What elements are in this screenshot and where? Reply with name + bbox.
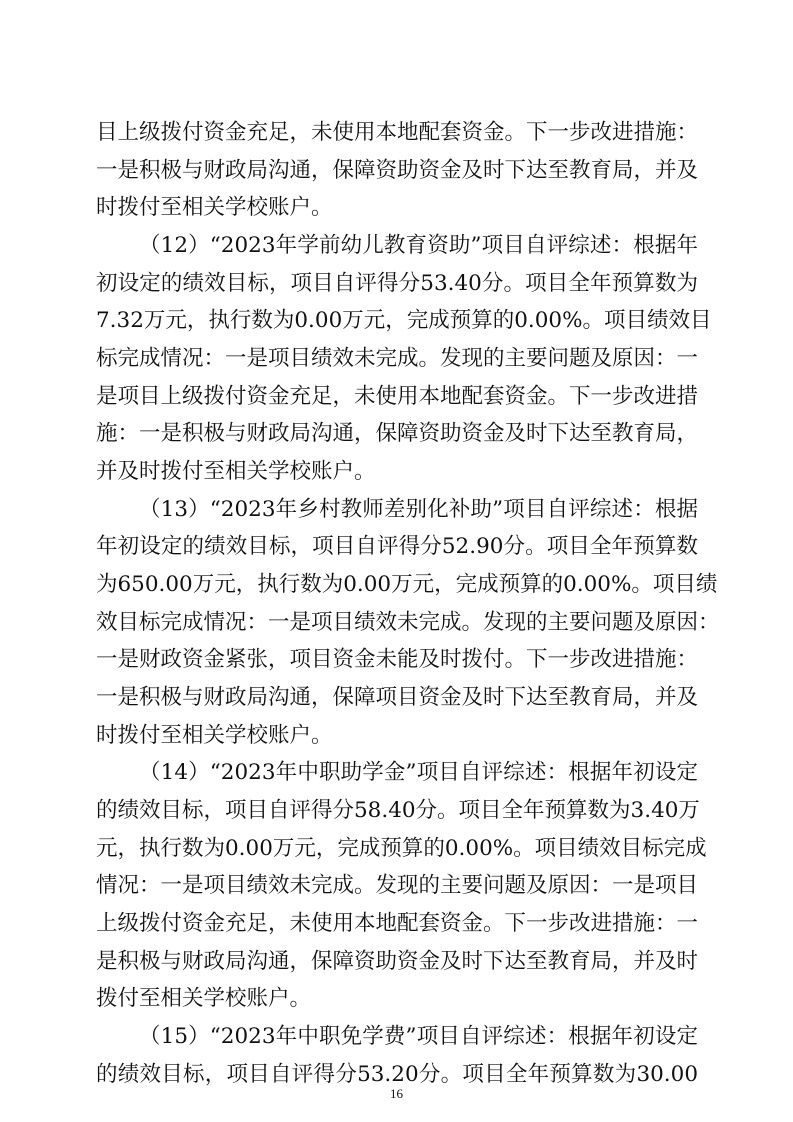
text-line: 施：一是积极与财政局沟通，保障资助资金及时下达至教育局，: [96, 421, 699, 446]
text-line: 效目标完成情况：一是项目绩效未完成。发现的主要问题及原因：: [96, 610, 720, 635]
text-line: 情况：一是项目绩效未完成。发现的主要问题及原因：一是项目: [96, 873, 699, 898]
text-line: 一是财政资金紧张，项目资金未能及时拨付。下一步改进措施：: [96, 647, 699, 672]
text-line: 元，执行数为0.00万元，完成预算的0.00%。项目绩效目标完成: [96, 836, 707, 861]
text-line: 拨付至相关学校账户。: [96, 986, 312, 1011]
text-line: 标完成情况：一是项目绩效未完成。发现的主要问题及原因：一: [96, 346, 699, 371]
text-line: 的绩效目标，项目自评得分58.40分。项目全年预算数为3.40万: [96, 798, 700, 823]
page-number: 16: [390, 1086, 403, 1101]
text-line: 是项目上级拨付资金充足，未使用本地配套资金。下一步改进措: [96, 384, 699, 409]
text-line: 时拨付至相关学校账户。: [96, 195, 333, 220]
text-line: 7.32万元，执行数为0.00万元，完成预算的0.00%。项目绩效目: [96, 308, 712, 333]
text-line: 的绩效目标，项目自评得分53.20分。项目全年预算数为30.00: [96, 1062, 698, 1087]
text-line: 并及时拨付至相关学校账户。: [96, 459, 376, 484]
text-line: 为650.00万元，执行数为0.00万元，完成预算的0.00%。项目绩: [96, 572, 718, 597]
paragraph-12-heading-line: （12）“2023年学前幼儿教育资助”项目自评综述：根据年: [139, 233, 698, 258]
text-line: 一是积极与财政局沟通，保障项目资金及时下达至教育局，并及: [96, 685, 699, 710]
text-line: 初设定的绩效目标，项目自评得分53.40分。项目全年预算数为: [96, 271, 698, 296]
paragraph-13-heading-line: （13）“2023年乡村教师差别化补助”项目自评综述：根据: [139, 497, 698, 522]
text-line: 一是积极与财政局沟通，保障资助资金及时下达至教育局，并及: [96, 158, 699, 183]
paragraph-15-heading-line: （15）“2023年中职免学费”项目自评综述：根据年初设定: [139, 1024, 698, 1049]
text-line: 上级拨付资金充足，未使用本地配套资金。下一步改进措施：一: [96, 911, 699, 936]
text-line: 是积极与财政局沟通，保障资助资金及时下达至教育局，并及时: [96, 949, 699, 974]
text-line: 时拨付至相关学校账户。: [96, 723, 333, 748]
text-line: 目上级拨付资金充足，未使用本地配套资金。下一步改进措施：: [96, 120, 699, 145]
paragraph-14-heading-line: （14）“2023年中职助学金”项目自评综述：根据年初设定: [139, 760, 698, 785]
text-line: 年初设定的绩效目标，项目自评得分52.90分。项目全年预算数: [96, 534, 698, 559]
